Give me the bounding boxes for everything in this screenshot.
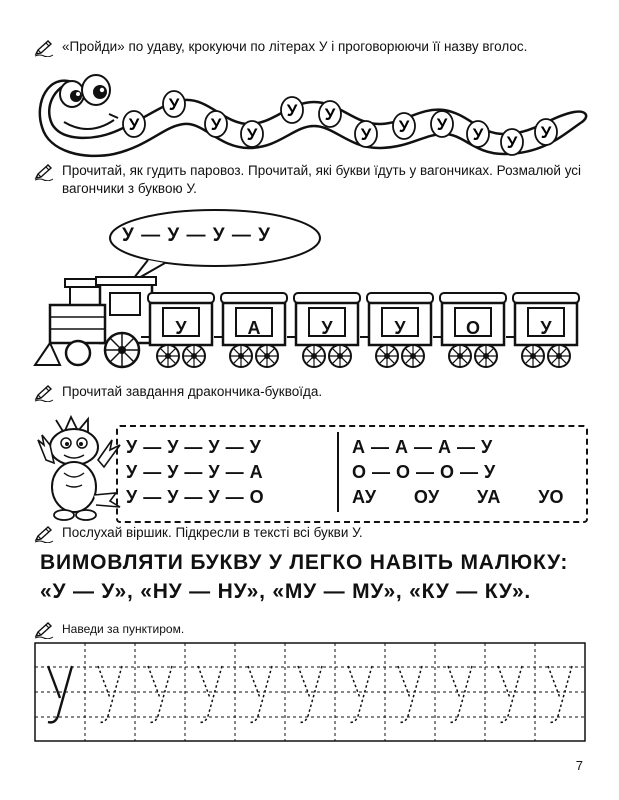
right-row-1: А — А — А — У [352, 437, 493, 457]
instruction-trace [34, 620, 184, 639]
poem-line-1: ВИМОВЛЯТИ БУКВУ У ЛЕГКО НАВІТЬ МАЛЮКУ: [40, 551, 569, 574]
instruction-poem-text: Послухай віршик. Підкресли в тексті всі букви У. [62, 525, 363, 540]
left-row-3: У — У — У — О [126, 487, 265, 507]
instruction-snake-text: «Пройди» по удаву, крокуючи по літерах У і проговорюючи її назву вголос. [62, 39, 528, 54]
snake-letter: У [540, 123, 552, 142]
syllable: УО [538, 487, 564, 507]
poem-line-2: «У — У», «НУ — НУ», «МУ — МУ», «КУ — КУ». [40, 580, 532, 603]
dragon-icon [36, 415, 126, 525]
instruction-train-text: Прочитай, як гудить паровоз. Прочитай, які букви їдуть у вагончиках. Розмалюй усі вагончики з буквою У. [62, 163, 582, 196]
snake-eye-icon [70, 90, 82, 102]
snake-letter: У [324, 105, 336, 124]
snake-letter: У [168, 95, 180, 114]
snake-illustration [34, 62, 594, 162]
pencil-icon [34, 525, 54, 543]
pencil-icon [34, 384, 54, 402]
snake-letter: У [506, 133, 518, 152]
train-car-roof [221, 293, 287, 303]
page-number: 7 [575, 758, 583, 773]
instruction-dragon-text: Прочитай завдання дракончика-буквоїда. [62, 384, 323, 399]
snake-letter: У [360, 125, 372, 144]
instruction-dragon [34, 383, 322, 402]
train-car-roof [148, 293, 214, 303]
train-car-letter: А [247, 318, 261, 338]
left-row-2: У — У — У — А [126, 462, 264, 482]
instruction-snake [34, 38, 527, 57]
train-illustration [30, 205, 590, 377]
snake-letter: У [246, 125, 258, 144]
snake-letter: У [398, 117, 410, 136]
train-car-letter: О [465, 318, 480, 338]
train-car-roof [440, 293, 506, 303]
pencil-icon [34, 621, 54, 639]
train-car-letter: У [175, 318, 187, 338]
syllable: УА [477, 487, 501, 507]
train-car-letter: У [321, 318, 333, 338]
instruction-train [34, 162, 594, 198]
instruction-poem [34, 524, 363, 543]
left-row-1: У — У — У — У [126, 437, 262, 457]
pencil-icon [34, 163, 54, 181]
train-car-roof [367, 293, 433, 303]
snake-letter: У [472, 125, 484, 144]
right-row-3 [352, 487, 564, 508]
snake-letter: У [210, 115, 222, 134]
train-whistle: У — У — У — У [122, 225, 271, 246]
snake-letter: У [436, 115, 448, 134]
snake-letter: У [286, 101, 298, 120]
pencil-icon [34, 39, 54, 57]
train-car-letter: У [540, 318, 552, 338]
train-car-letter: У [394, 318, 406, 338]
train-car-roof [294, 293, 360, 303]
instruction-trace-text: Наведи за пунктиром. [62, 622, 185, 636]
train-car-roof [513, 293, 579, 303]
right-row-2: О — О — О — У [352, 462, 496, 482]
tracing-grid [34, 642, 586, 742]
syllable: ОУ [413, 487, 440, 507]
snake-letter: У [128, 115, 140, 134]
syllable: АУ [352, 487, 377, 507]
task-divider [337, 432, 339, 512]
